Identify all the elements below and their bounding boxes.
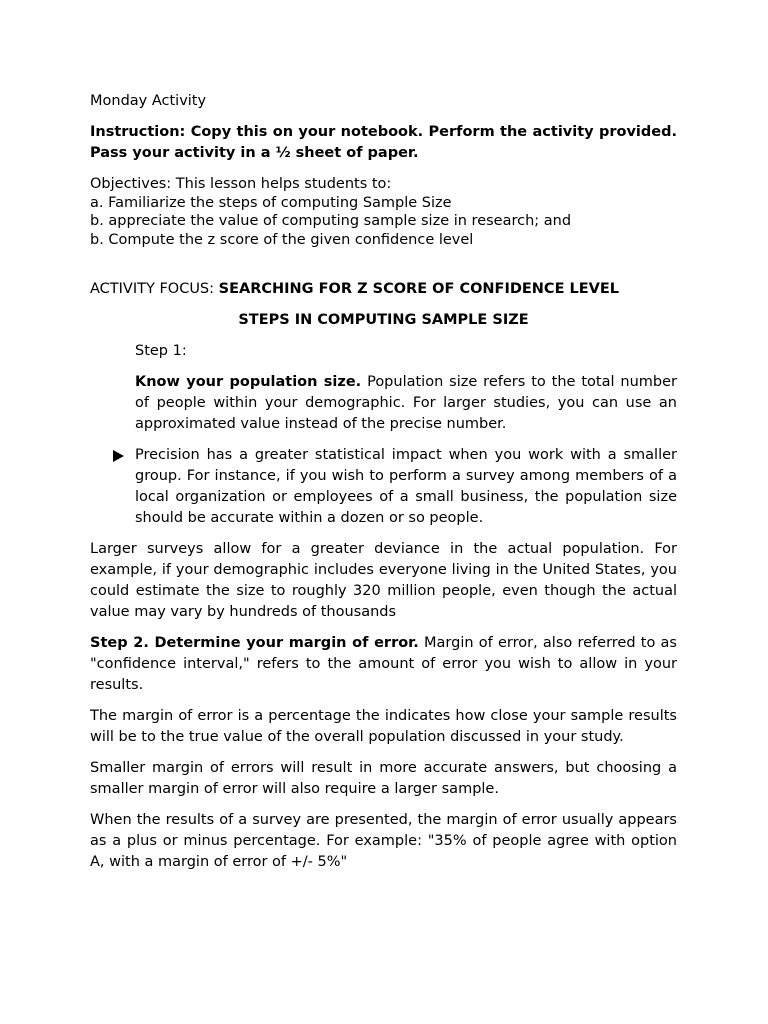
step1-label: Step 1: xyxy=(135,343,187,359)
objective-item: b. Compute the z score of the given confidence level xyxy=(90,231,474,248)
step2-text: Margin of error, also referred to as "confidence interval," refers to the amount of error you wish to allow in your results. xyxy=(90,635,677,693)
step1-paragraph xyxy=(135,372,677,435)
activity-focus-value: SEARCHING FOR Z SCORE OF CONFIDENCE LEVEL xyxy=(218,281,620,297)
objectives-heading: Objectives: This lesson helps students to: xyxy=(90,176,392,192)
activity-focus xyxy=(90,279,677,300)
objectives-block xyxy=(90,175,677,249)
results-paragraph: When the results of a survey are presented, the margin of error usually appears as a plus or minus percentage. For example: "35% of people agree with option A, with a margin of error of +/- 5%" xyxy=(90,812,677,870)
larger-surveys-paragraph: Larger surveys allow for a greater deviance in the actual population. For example, if your demographic includes everyone living in the United States, you could estimate the size to roughly 320 million people, even though the actual value may vary by hundreds of thousands xyxy=(90,541,677,620)
page-title: Monday Activity xyxy=(90,93,207,109)
step2-lead: Step 2. Determine your margin of error. xyxy=(90,635,419,651)
triangle-bullet-icon xyxy=(113,450,124,462)
bullet-item xyxy=(135,445,677,529)
document-page xyxy=(90,91,677,873)
activity-focus-label: ACTIVITY FOCUS: xyxy=(90,281,219,297)
smaller-margin-paragraph: Smaller margin of errors will result in more accurate answers, but choosing a smaller margin of error will also require a larger sample. xyxy=(90,760,677,797)
instruction-text: Instruction: Copy this on your notebook. Perform the activity provided. Pass your activity in a ½ sheet of paper. xyxy=(90,124,677,161)
step2-paragraph xyxy=(90,633,677,696)
step1-lead: Know your population size. xyxy=(135,374,362,390)
step1-text: Population size refers to the total number of people within your demographic. For larger studies, you can use an approximated value instead of the precise number. xyxy=(135,374,677,432)
margin-paragraph: The margin of error is a percentage the indicates how close your sample results will be to the true value of the overall population discussed in your study. xyxy=(90,708,677,745)
steps-heading: STEPS IN COMPUTING SAMPLE SIZE xyxy=(238,312,529,328)
objective-item: a. Familiarize the steps of computing Sample Size xyxy=(90,194,452,211)
bullet-text: Precision has a greater statistical impact when you work with a smaller group. For instance, if you wish to perform a survey among members of a local organization or employees of a small business, the population size should be accurate within a dozen or so people. xyxy=(135,447,677,526)
objective-item: b. appreciate the value of computing sample size in research; and xyxy=(90,213,572,229)
